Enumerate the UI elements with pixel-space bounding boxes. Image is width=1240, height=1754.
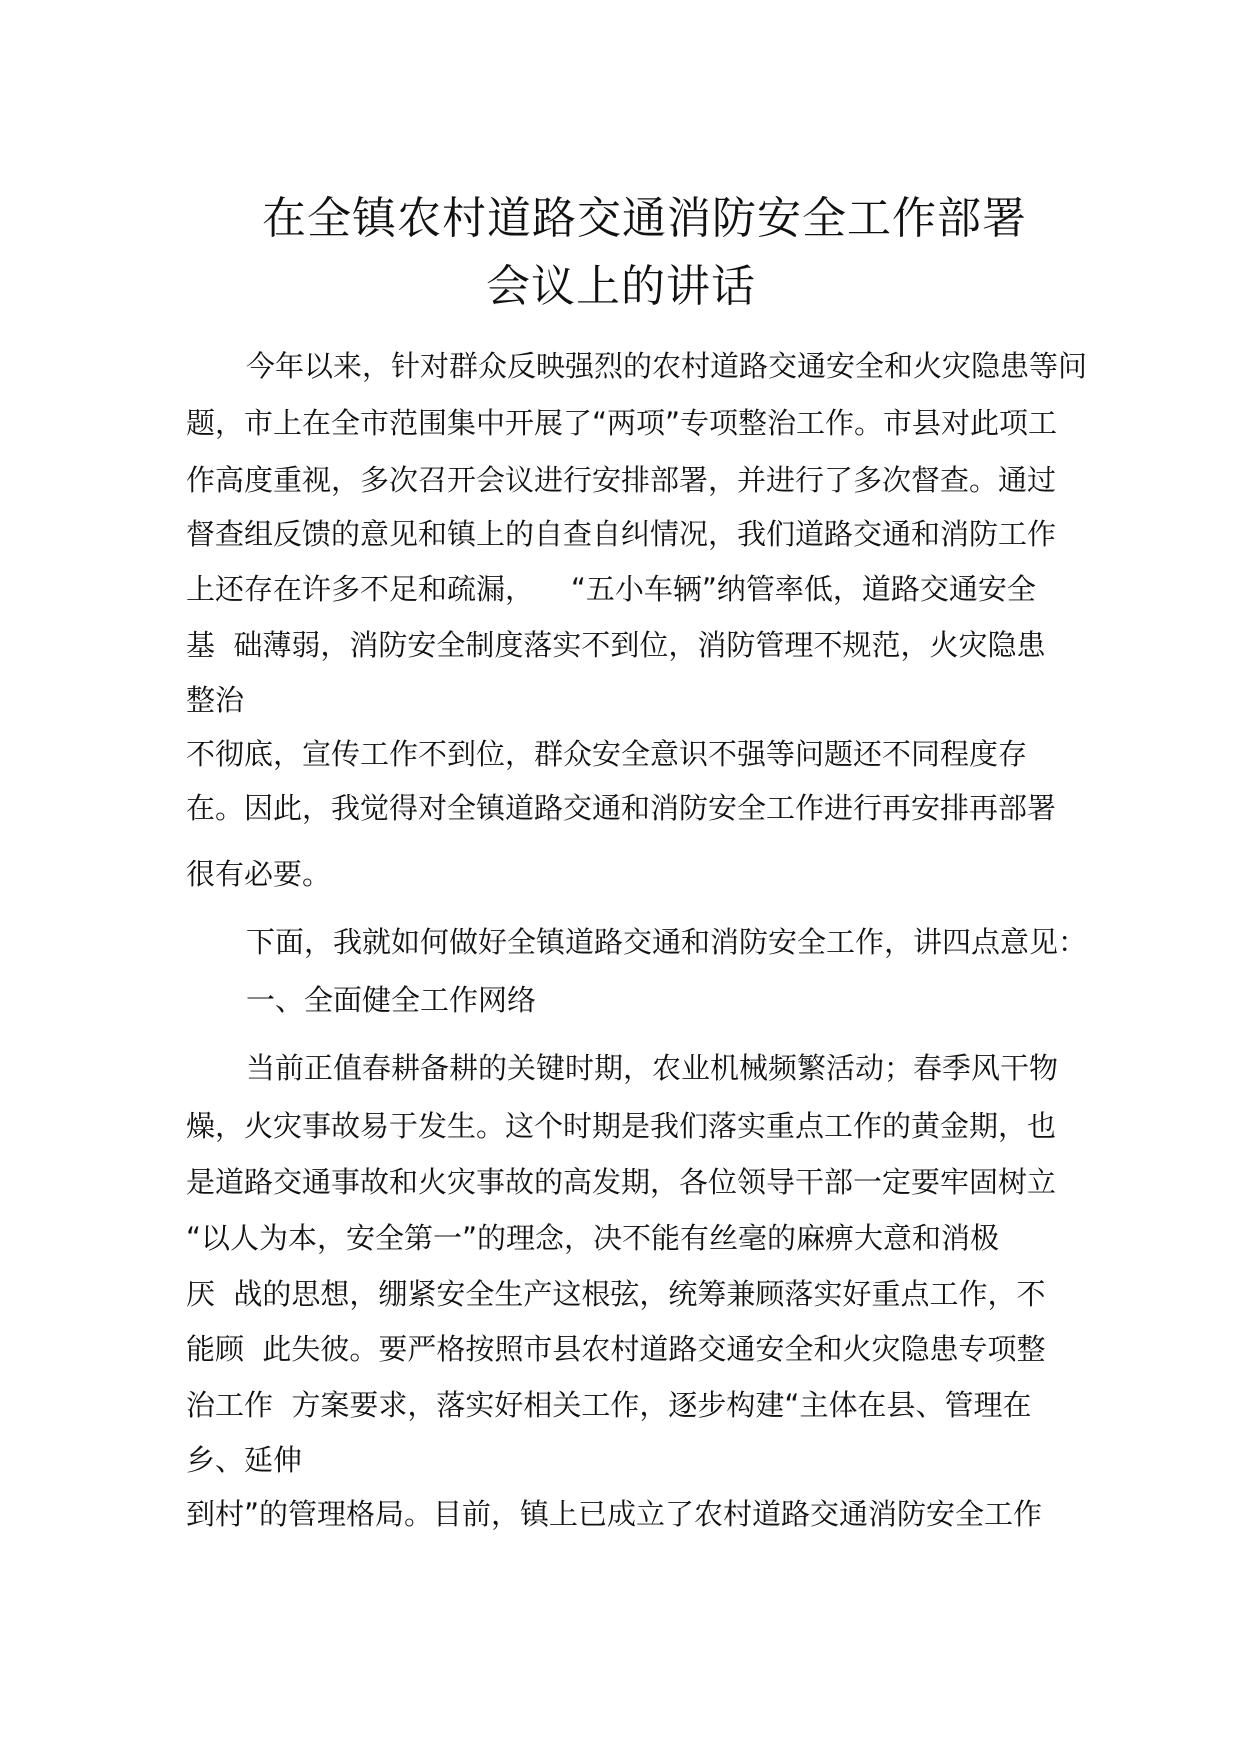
paragraph-line: 今年以来，针对群众反映强烈的农村道路交通安全和火灾隐患等问 bbox=[246, 349, 1088, 383]
paragraph-line: 很有必要。 bbox=[186, 857, 332, 891]
paragraph-line: 题，市上在全市范围集中开展了“两项”专项整治工作。市县对此项工 bbox=[186, 406, 1058, 440]
paragraph-line: 督查组反馈的意见和镇上的自查自纠情况，我们道路交通和消防工作 bbox=[186, 517, 1057, 551]
paragraph-line: 能顾 此失彼。要严格按照市县农村道路交通安全和火灾隐患专项整 bbox=[186, 1332, 1046, 1366]
document-title-line-2: 会议上的讲话 bbox=[486, 261, 756, 312]
paragraph-line: 整治 bbox=[186, 683, 245, 717]
document-title-line-1: 在全镇农村道路交通消防安全工作部署 bbox=[262, 193, 1027, 244]
paragraph-line: 下面，我就如何做好全镇道路交通和消防安全工作，讲四点意见： bbox=[246, 925, 1088, 959]
paragraph-line: “以人为本，安全第一”的理念，决不能有丝毫的麻痹大意和消极 bbox=[186, 1221, 1000, 1255]
paragraph-line: 在。因此，我觉得对全镇道路交通和消防安全工作进行再安排再部署 bbox=[186, 791, 1057, 825]
paragraph-line: 当前正值春耕备耕的关键时期，农业机械频繁活动；春季风干物 bbox=[246, 1051, 1059, 1085]
paragraph-line: 上还存在许多不足和疏漏， “五小车辆”纳管率低，道路交通安全 bbox=[186, 572, 1036, 606]
paragraph-line: 治工作 方案要求，落实好相关工作，逐步构建“主体在县、管理在 bbox=[186, 1388, 1032, 1422]
paragraph-line: 不彻底，宣传工作不到位，群众安全意识不强等问题还不同程度存 bbox=[186, 737, 1028, 771]
paragraph-line: 到村”的管理格局。目前，镇上已成立了农村道路交通消防安全工作 bbox=[186, 1497, 1043, 1531]
paragraph-line: 基 础薄弱，消防安全制度落实不到位，消防管理不规范，火灾隐患 bbox=[186, 628, 1046, 662]
paragraph-line: 厌 战的思想，绷紧安全生产这根弦，统筹兼顾落实好重点工作，不 bbox=[186, 1277, 1046, 1311]
paragraph-line: 是道路交通事故和火灾事故的高发期，各位领导干部一定要牢固树立 bbox=[186, 1165, 1057, 1199]
section-heading: 一、全面健全工作网络 bbox=[246, 983, 537, 1017]
paragraph-line: 作高度重视，多次召开会议进行安排部署，并进行了多次督查。通过 bbox=[186, 463, 1057, 497]
paragraph-line: 燥，火灾事故易于发生。这个时期是我们落实重点工作的黄金期，也 bbox=[186, 1109, 1057, 1143]
paragraph-line: 乡、延伸 bbox=[186, 1443, 303, 1477]
